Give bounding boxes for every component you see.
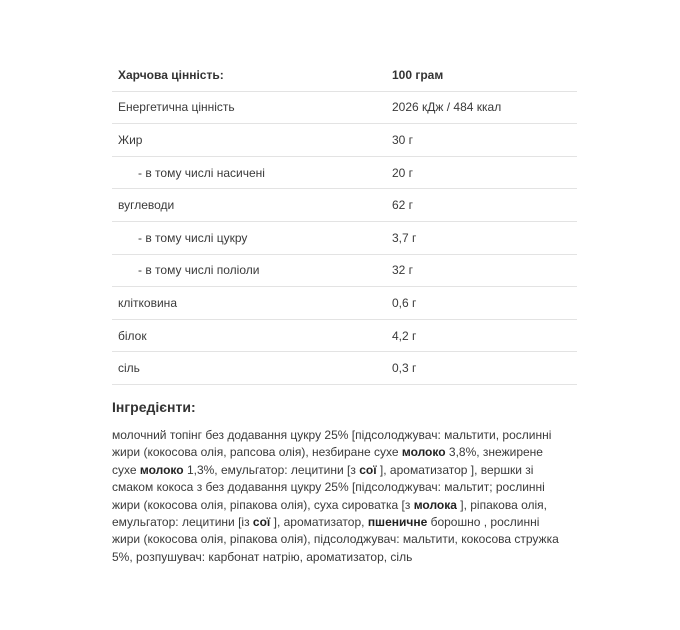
nutrition-row-label: вуглеводи <box>112 189 386 222</box>
allergen-highlight: молоко <box>139 462 184 477</box>
nutrition-row-value: 2026 кДж / 484 ккал <box>386 91 577 124</box>
allergen-highlight: пшеничне <box>367 515 428 530</box>
nutrition-header-row <box>112 59 577 91</box>
nutrition-row-saturated <box>112 156 577 189</box>
ingredients-title: Інгредієнти: <box>112 399 196 415</box>
allergen-highlight: сої <box>359 462 377 477</box>
nutrition-row-polyols <box>112 254 577 287</box>
nutrition-row-label: - в тому числі поліоли <box>112 254 386 287</box>
nutrition-row-value: 0,6 г <box>386 287 577 320</box>
allergen-highlight: сої <box>252 515 271 530</box>
nutrition-row-label: клітковина <box>112 287 386 320</box>
nutrition-row-protein <box>112 319 577 352</box>
nutrition-row-value: 30 г <box>386 124 577 157</box>
nutrition-row-label: - в тому числі насичені <box>112 156 386 189</box>
nutrition-row-value: 3,7 г <box>386 221 577 254</box>
nutrition-table <box>112 59 577 385</box>
nutrition-row-carbohydrates <box>112 189 577 222</box>
nutrition-row-label: білок <box>112 319 386 352</box>
nutrition-row-energy <box>112 91 577 124</box>
nutrition-row-label: сіль <box>112 352 386 385</box>
nutrition-row-sugars <box>112 221 577 254</box>
nutrition-row-label: - в тому числі цукру <box>112 221 386 254</box>
ingredient-segment: ], ароматизатор, <box>270 515 368 530</box>
nutrition-header-label: Харчова цінність: <box>112 59 386 91</box>
ingredient-segment: борошно , рослинні жири (кокосова олія, ріпакова олія), підсолоджувач: мальтити, кокосова стружка 5%, розпушувач: карбонат натрію, ароматизатор, сіль <box>112 515 559 564</box>
allergen-highlight: молока <box>413 497 457 512</box>
ingredients-text <box>112 427 562 566</box>
allergen-highlight: молоко <box>401 445 446 460</box>
nutrition-row-label: Жир <box>112 124 386 157</box>
nutrition-row-value: 62 г <box>386 189 577 222</box>
ingredient-segment: 1,3%, емульгатор: лецитини [з <box>183 462 360 477</box>
nutrition-header-value: 100 грам <box>386 59 577 91</box>
nutrition-row-value: 20 г <box>386 156 577 189</box>
nutrition-row-fibre <box>112 287 577 320</box>
ingredient-segment: молочний топінг без додавання цукру 25% [підсолоджувач: мальтити, рослинні жири (кокосова олія, рапсова олія), незбиране сухе <box>112 428 552 460</box>
nutrition-row-value: 0,3 г <box>386 352 577 385</box>
nutrition-row-value: 4,2 г <box>386 319 577 352</box>
nutrition-row-value: 32 г <box>386 254 577 287</box>
nutrition-row-salt <box>112 352 577 385</box>
ingredient-segment: 3,8%, знежирене сухе <box>112 445 543 477</box>
ingredient-segment: ], ріпакова олія, емульгатор: лецитини [із <box>112 497 547 530</box>
nutrition-row-fat <box>112 124 577 157</box>
ingredient-segment: ], ароматизатор ], вершки зі смаком кокоса з без додавання цукру 25% [підсолоджувач: мальтит; рослинні жири (кокосова олія, ріпакова олія), суха сироватка [з <box>112 462 545 512</box>
nutrition-row-label: Енергетична цінність <box>112 91 386 124</box>
